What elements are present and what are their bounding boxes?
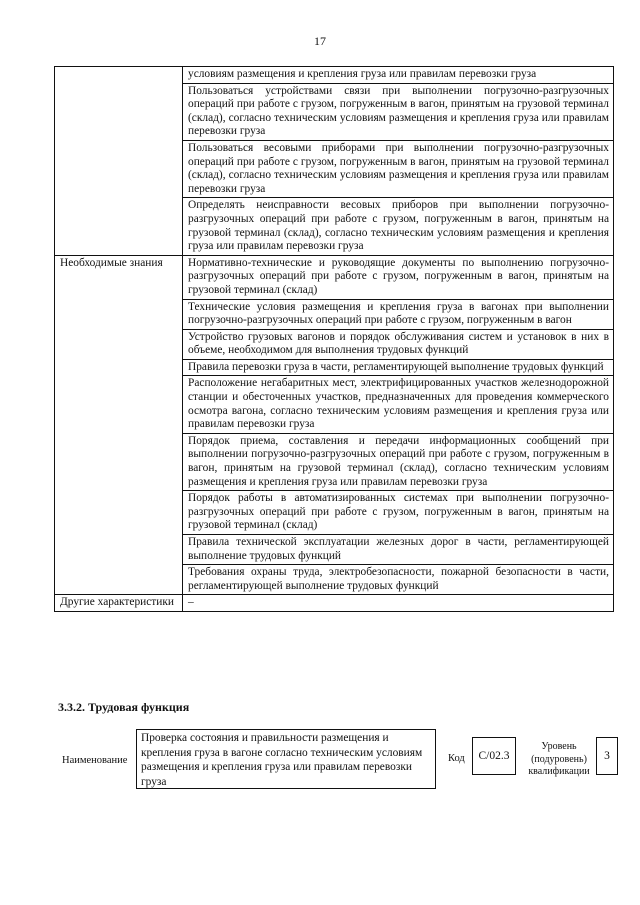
function-code-value: С/02.3 — [472, 737, 516, 775]
table-cell: – — [183, 595, 614, 612]
table-cell: Требования охраны труда, электробезопасности, пожарной безопасности в части, регламентирующей выполнение трудовых функций — [183, 565, 614, 595]
page-number: 17 — [314, 34, 326, 48]
row-label-other: Другие характеристики — [55, 595, 183, 612]
name-label: Наименование — [62, 755, 128, 766]
table-cell: Правила перевозки груза в части, регламентирующей выполнение трудовых функций — [183, 359, 614, 376]
row-label-knowledge: Необходимые знания — [55, 255, 183, 595]
function-name-value: Проверка состояния и правильности размещения и крепления груза в вагоне согласно техническим условиям размещения и крепления груза или правилам перевозки груза — [136, 729, 436, 789]
table-cell: Устройство грузовых вагонов и порядок обслуживания систем и установок в них в объеме, необходимом для выполнения трудовых функций — [183, 329, 614, 359]
table-row — [55, 595, 614, 612]
table-cell: Нормативно-технические и руководящие документы по выполнению погрузочно-разгрузочных операций при работе с грузом, погруженным в вагон, принятым на грузовой терминал (склад) — [183, 255, 614, 299]
section-heading: 3.3.2. Трудовая функция — [58, 700, 190, 714]
code-label: Код — [448, 753, 465, 764]
table-cell: Пользоваться весовыми приборами при выполнении погрузочно-разгрузочных операций при работе с грузом, погруженным в вагон, принятым на грузовой терминал (склад), согласно техническим условиям размещения и крепления груза или правилам перевозки груза — [183, 140, 614, 197]
table-cell: Технические условия размещения и крепления груза в вагонах при выполнении погрузочно-разгрузочных операций при работе с грузом, погруженным в вагон — [183, 299, 614, 329]
table-row — [55, 67, 614, 84]
table-cell: Пользоваться устройствами связи при выполнении погрузочно-разгрузочных операций при работе с грузом, погруженным в вагон, принятым на грузовой терминал (склад), согласно техническим условиям размещения и крепления груза или правилам перевозки груза — [183, 83, 614, 140]
row-label — [55, 67, 183, 256]
table-cell: Порядок приема, составления и передачи информационных сообщений при выполнении погрузочно-разгрузочных операций при работе с грузом, погруженным в вагон, принятым на грузовой терминал (склад), согласно техническим условиям размещения и крепления груза или правилам перевозки груза — [183, 433, 614, 490]
table-cell: условиям размещения и крепления груза или правилам перевозки груза — [183, 67, 614, 84]
table-row — [55, 255, 614, 299]
table-cell: Определять неисправности весовых приборов при выполнении погрузочно-разгрузочных операций при работе с грузом, погруженным в вагон, принятым на грузовой терминал (склад), согласно техническим условиям размещения и крепления груза или правилам перевозки груза — [183, 198, 614, 255]
table-cell: Правила технической эксплуатации железных дорог в части, регламентирующей выполнение трудовых функций — [183, 535, 614, 565]
level-label: Уровень (подуровень) квалификации — [528, 741, 590, 777]
table-cell: Расположение негабаритных мест, электрифицированных участков железнодорожной станции и обесточенных участков, предназначенных для проведения коммерческого осмотра вагона, согласно техническим условиям размещения и крепления груза или правилам перевозки груза — [183, 376, 614, 433]
qualification-level-value: 3 — [596, 737, 618, 775]
table-cell: Порядок работы в автоматизированных системах при выполнении погрузочно-разгрузочных операций при работе с грузом, погруженным в вагон, принятым на грузовой терминал (склад) — [183, 491, 614, 535]
function-header — [58, 729, 618, 791]
requirements-table — [54, 66, 614, 612]
